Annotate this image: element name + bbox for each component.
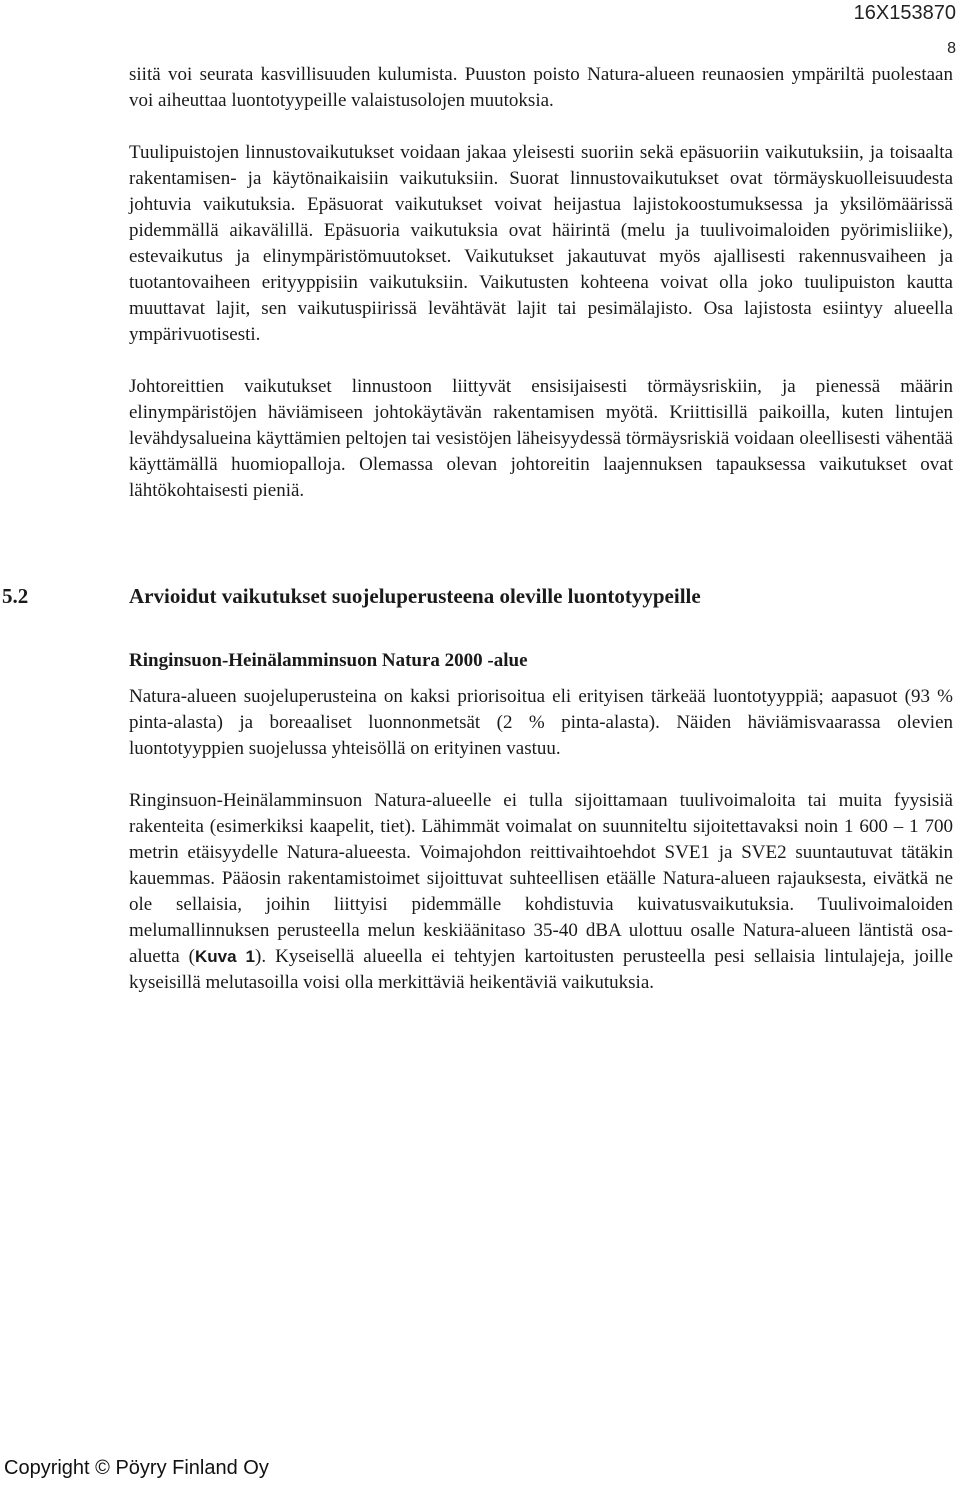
paragraph-bird-impacts: Tuulipuistojen linnustovaikutukset voidaan jakaa yleisesti suoriin sekä epäsuoriin vaikutuksiin, ja toisaalta rakentamisen- ja käytönaikaisiin vaikutuksiin. Suorat linnustovaikutukset ovat törmäyskuolleisuudesta johtuvia vaikutuksia. Epäsuorat vaikutukset voivat heijastua lajistokoostumuksessa ja yksilömäärissä pidemmällä aikavälillä. Epäsuoria vaikutuksia ovat häirintä (melu ja tuulivoimaloiden pyörimisliike), estevaikutus ja elinympäristömuutokset. Vaikutukset jakautuvat myös ajallisesti rakennusvaiheen ja tuotantovaiheen erityyppisiin vaikutuksiin. Vaikutusten kohteena voivat olla joko tuulipuiston kautta muuttavat lajit, sen vaikutuspiirissä levähtävät lajit tai pesimälajisto. Osa lajistosta esiintyy alueella ympärivuotisesti. xyxy=(129,142,953,345)
figure-reference-link[interactable]: Kuva 1 xyxy=(194,947,256,966)
section-number: 5.2 xyxy=(2,584,29,608)
page-number: 8 xyxy=(947,40,956,57)
assessment-text-end: ). Kyseisellä alueella ei tehtyjen kartoitusten perusteella pesi sellaisia lintulajeja, joille kyseisillä melutasoilla voisi olla merkittäviä heikentäviä vaikutuksia. xyxy=(129,946,954,993)
footer-copyright: Copyright © Pöyry Finland Oy xyxy=(4,1457,269,1479)
paragraph-power-line-impacts: Johtoreittien vaikutukset linnustoon liittyvät ensisijaisesti törmäysriskiin, ja pienessä määrin elinympäristöjen häviämiseen johtokäytävän rakentamisen myötä. Kriittisillä paikoilla, kuten lintujen levähdysalueina käyttämien peltojen tai vesistöjen läheisyydessä törmäysriskiä voidaan oleellisesti vähentää käyttämällä huomiopalloja. Olemassa olevan johtoreitin laajennuksen tapauksessa vaikutukset ovat lähtökohtaisesti pieniä. xyxy=(129,376,953,501)
paragraph-site-assessment xyxy=(129,788,953,996)
paragraph-vegetation: siitä voi seurata kasvillisuuden kulumista. Puuston poisto Natura-alueen reunaosien ympäriltä puolestaan voi aiheuttaa luontotyypeille valaistusolojen muutoksia. xyxy=(129,64,953,111)
body-text-lower xyxy=(129,648,953,996)
assessment-text-start: Ringinsuon-Heinälamminsuon Natura-alueelle ei tulla sijoittamaan tuulivoimaloita tai muita fyysisiä rakenteita (esimerkiksi kaapelit, tiet). Lähimmät voimalat on suunniteltu sijoitettavaksi noin 1 600 – 1 700 metrin etäisyydelle Natura-alueesta. Voimajohdon reittivaihtoehdot SVE1 ja SVE2 suuntautuvat tätäkin kauemmas. Pääosin rakentamistoimet sijoittuvat suhteellisen etäälle Natura-alueen rajauksesta, eivätkä ne ole sellaisia, joihin liittyisi pidemmälle kohdistuvia kuivatusvaikutuksia. Tuulivoimaloiden melumallinnuksen perusteella melun keskiäänitaso 35-40 dBA ulottuu osalle Natura-alueen läntistä osa-aluetta ( xyxy=(129,790,953,967)
section-title: Arvioidut vaikutukset suojeluperusteena oleville luontotyypeille xyxy=(129,584,701,608)
paragraph-protection-basis: Natura-alueen suojeluperusteina on kaksi priorisoitua eli erityisen tärkeää luontotyyppiä; aapasuot (93 % pinta-alasta) ja boreaaliset luonnonmetsät (2 % pinta-alasta). Näiden häviämisvaarassa olevien luontotyyppien suojelussa yhteisöllä on erityinen vastuu. xyxy=(129,686,953,759)
body-text-upper xyxy=(129,62,953,504)
natura-area-subheading: Ringinsuon-Heinälamminsuon Natura 2000 -alue xyxy=(129,650,528,671)
document-code: 16X153870 xyxy=(853,2,956,24)
